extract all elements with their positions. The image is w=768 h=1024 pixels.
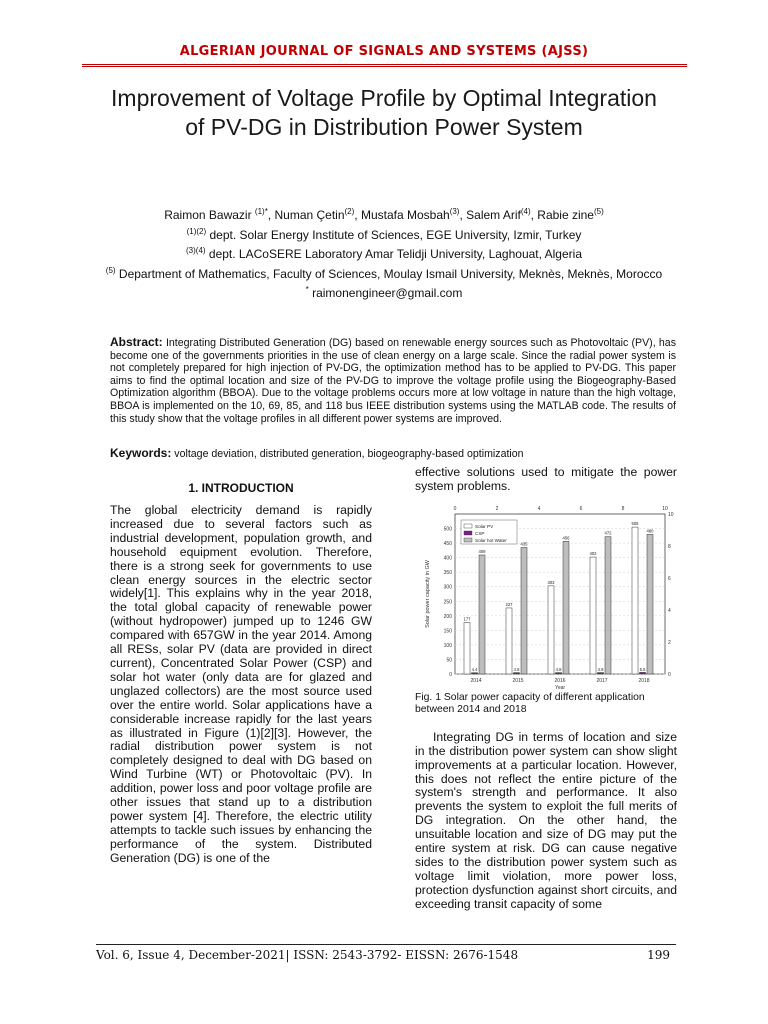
y-tick-label: 500	[443, 526, 452, 533]
y-tick-label: 250	[443, 599, 452, 606]
top-tick-label: 0	[453, 505, 457, 512]
right-column	[415, 466, 677, 912]
affiliation-mark: (1)(2)	[186, 226, 207, 236]
keywords-text: voltage deviation, distributed generation, biogeography-based optimization	[171, 448, 524, 460]
bar-solar-hot-water	[605, 537, 611, 674]
bar-solar-hot-water	[479, 555, 485, 674]
y-tick-label: 50	[446, 657, 452, 664]
author-name: , Rabie zine	[530, 208, 594, 222]
x-tick-label: 2015	[512, 677, 524, 684]
y-tick-label: 0	[449, 671, 452, 678]
data-label: 505	[631, 520, 639, 526]
legend-entry: Solar PV	[475, 523, 494, 529]
legend-entry: Solar hot Water	[475, 537, 507, 543]
bar-solar-hot-water	[563, 541, 569, 674]
bar-solar-hot-water	[647, 534, 653, 674]
legend-swatch	[464, 538, 472, 542]
author-name: Raimon Bawazir	[164, 208, 255, 222]
keywords-label: Keywords:	[110, 446, 172, 460]
top-tick-label: 10	[662, 505, 668, 512]
data-label: 472	[604, 530, 612, 536]
affiliation-1	[90, 224, 678, 244]
right-tick-label: 6	[668, 575, 671, 582]
data-label: 4.4	[471, 666, 478, 672]
data-label: 480	[646, 528, 654, 534]
y-tick-label: 200	[443, 613, 452, 620]
data-label: 227	[505, 601, 513, 607]
affiliation-text: dept. LACoSERE Laboratory Amar Telidji University, Laghouat, Algeria	[205, 247, 582, 261]
section-heading: 1. INTRODUCTION	[188, 481, 294, 495]
footer-citation: Vol. 6, Issue 4, December-2021| ISSN: 2543-3792- EISSN: 2676-1548	[96, 948, 519, 962]
right-tick-label: 4	[668, 607, 671, 614]
affiliation-text: dept. Solar Energy Institute of Sciences, EGE University, Izmir, Turkey	[206, 227, 582, 242]
intro-paragraph-continued: effective solutions used to mitigate the power system problems.	[415, 465, 677, 493]
bar-csp	[598, 672, 604, 673]
right-tick-label: 8	[668, 543, 671, 550]
author-mark: (1)*	[254, 207, 268, 216]
top-tick-label: 6	[579, 505, 583, 512]
abstract-label: Abstract:	[110, 335, 163, 349]
footer-rule	[96, 944, 676, 945]
author-name: , Numan Çetin	[267, 208, 345, 222]
bar-solar-pv	[464, 622, 470, 673]
top-tick-label: 8	[621, 505, 625, 512]
bar-csp	[556, 672, 562, 673]
page-number: 199	[647, 948, 670, 962]
keywords	[110, 446, 676, 460]
abstract	[110, 336, 676, 425]
journal-header: ALGERIAN JOURNAL OF SIGNALS AND SYSTEMS (AJSS)	[179, 44, 589, 59]
intro-paragraph-1: The global electricity demand is rapidly increased due to several factors such as industrial development, population growth, and household equipment evolution. Therefore, there is a strong seek for governments to use clean energy sources in the electric sector widely[1]. This explains why in the year 2018, the total global capacity of renewable power (without hydropower) jumped up to 1246 GW compared with 657GW in the year 2014. Among all RESs, solar PV (data are provided in direct current), Concentrated Solar Power (CSP) and solar hot water (only data are for glazed and unglazed collectors) are the most source used over the entire world. Solar applications have a considerable increase rapidly for the last years as illustrated in Figure (1)[2][3]. However, the radial distribution power system is not completely designed to deal with DG based on Wind Turbine (WT) or Photovoltaic (PV). In addition, power loss and poor voltage profile are other issues that stand up to a distribution power system [4]. Therefore, the electric utility attempts to tackle such issues by enhancing the performance of the system. Distributed Generation (DG) is one of the	[110, 503, 372, 865]
data-label: 4.9	[597, 666, 604, 672]
author-block	[90, 204, 678, 302]
y-tick-label: 450	[443, 540, 452, 547]
affiliation-3	[90, 263, 678, 283]
data-label: 402	[589, 550, 597, 556]
y-tick-label: 400	[443, 555, 452, 562]
page-footer	[96, 948, 676, 962]
data-label: 303	[547, 579, 555, 585]
y-tick-label: 100	[443, 642, 452, 649]
y-tick-label: 150	[443, 628, 452, 635]
header-rule	[82, 64, 687, 67]
author-list	[90, 204, 678, 224]
x-tick-label: 2014	[470, 677, 482, 684]
paper-title: Improvement of Voltage Profile by Optimal Integration of PV-DG in Distribution Power System	[111, 85, 657, 140]
right-tick-label: 2	[668, 639, 671, 646]
bar-csp	[472, 673, 478, 674]
top-tick-label: 2	[495, 505, 499, 512]
author-mark: (3)	[449, 207, 460, 216]
legend-swatch	[464, 524, 472, 528]
author-mark: (2)	[344, 207, 355, 216]
author-email[interactable]	[90, 282, 678, 302]
x-axis-label: Year	[554, 684, 566, 690]
figure-caption: Fig. 1 Solar power capacity of different application between 2014 and 2018	[415, 691, 645, 716]
author-mark: (5)	[593, 207, 604, 216]
data-label: 4.8	[513, 666, 520, 672]
right-tick-label: 10	[668, 511, 674, 518]
legend-entry: CSP	[475, 530, 485, 536]
data-label: 456	[562, 535, 570, 541]
email-mark: *	[305, 285, 309, 294]
bar-solar-pv	[590, 557, 596, 674]
abstract-text: Integrating Distributed Generation (DG) based on renewable energy sources such as Photovoltaic (PV), has become one of the governments priorities in the use of clean energy on a large scale. Since the radial power system is not completely prepared for high injection of PV-DG, the optimization method has to be applied to PV-DG. This paper aims to find the optimal location and size of the PV-DG to improve the voltage profile using the Biogeography-Based Optimization algorithm (BBOA). Due to the voltage problems occurs more at low voltage in nature than the high voltage, BBOA is implemented on the 10, 69, 85, and 118 bus IEEE distribution systems using the MATLAB code. The results of this study show that the voltage profiles in all different power systems are improved.	[110, 337, 676, 425]
x-tick-label: 2017	[596, 677, 608, 684]
y-tick-label: 300	[443, 584, 452, 591]
author-name: , Salem Arif	[459, 208, 521, 222]
data-label: 435	[520, 541, 528, 547]
data-label: 4.8	[555, 666, 562, 672]
right-tick-label: 0	[668, 671, 671, 678]
bar-csp	[514, 672, 520, 673]
bar-solar-pv	[506, 608, 512, 674]
author-name: , Mustafa Mosbah	[354, 208, 450, 222]
intro-paragraph-2: Integrating DG in terms of location and size in the distribution power system can show slight improvements at a particular location. However, this does not reflect the entire picture of the system's strength and performance. It also prevents the system to exploit the full merits of DG integration. On the other hand, the unsuitable location and size of DG may put the entire system at risk. DG can cause negative sides to the distribution power system such as voltage limit violation, more power loss, protection dysfunction against short circuits, and exceeding transit capacity of some	[415, 729, 677, 911]
data-label: 177	[463, 616, 471, 622]
bar-solar-hot-water	[521, 547, 527, 674]
affiliation-mark: (5)	[105, 265, 116, 275]
figure-1	[415, 500, 677, 690]
y-axis-label: Solar power capacity in GW	[425, 559, 431, 628]
affiliation-mark: (3)(4)	[186, 246, 206, 255]
y-tick-label: 350	[443, 569, 452, 576]
bar-solar-pv	[632, 527, 638, 674]
solar-capacity-chart	[415, 500, 677, 690]
x-tick-label: 2018	[638, 677, 650, 684]
legend-swatch	[464, 531, 472, 535]
bar-solar-pv	[548, 586, 554, 674]
author-mark: (4)	[520, 207, 531, 216]
left-column	[110, 481, 372, 866]
x-tick-label: 2016	[554, 677, 566, 684]
bar-csp	[640, 672, 646, 674]
data-label: 409	[478, 548, 486, 554]
top-tick-label: 4	[537, 505, 541, 512]
affiliation-2	[90, 243, 678, 263]
data-label: 5.5	[639, 666, 646, 672]
affiliation-text: Department of Mathematics, Faculty of Sciences, Moulay Ismail University, Meknès, Meknès, Morocco	[115, 266, 663, 281]
email-text[interactable]: raimonengineer@gmail.com	[308, 286, 463, 300]
